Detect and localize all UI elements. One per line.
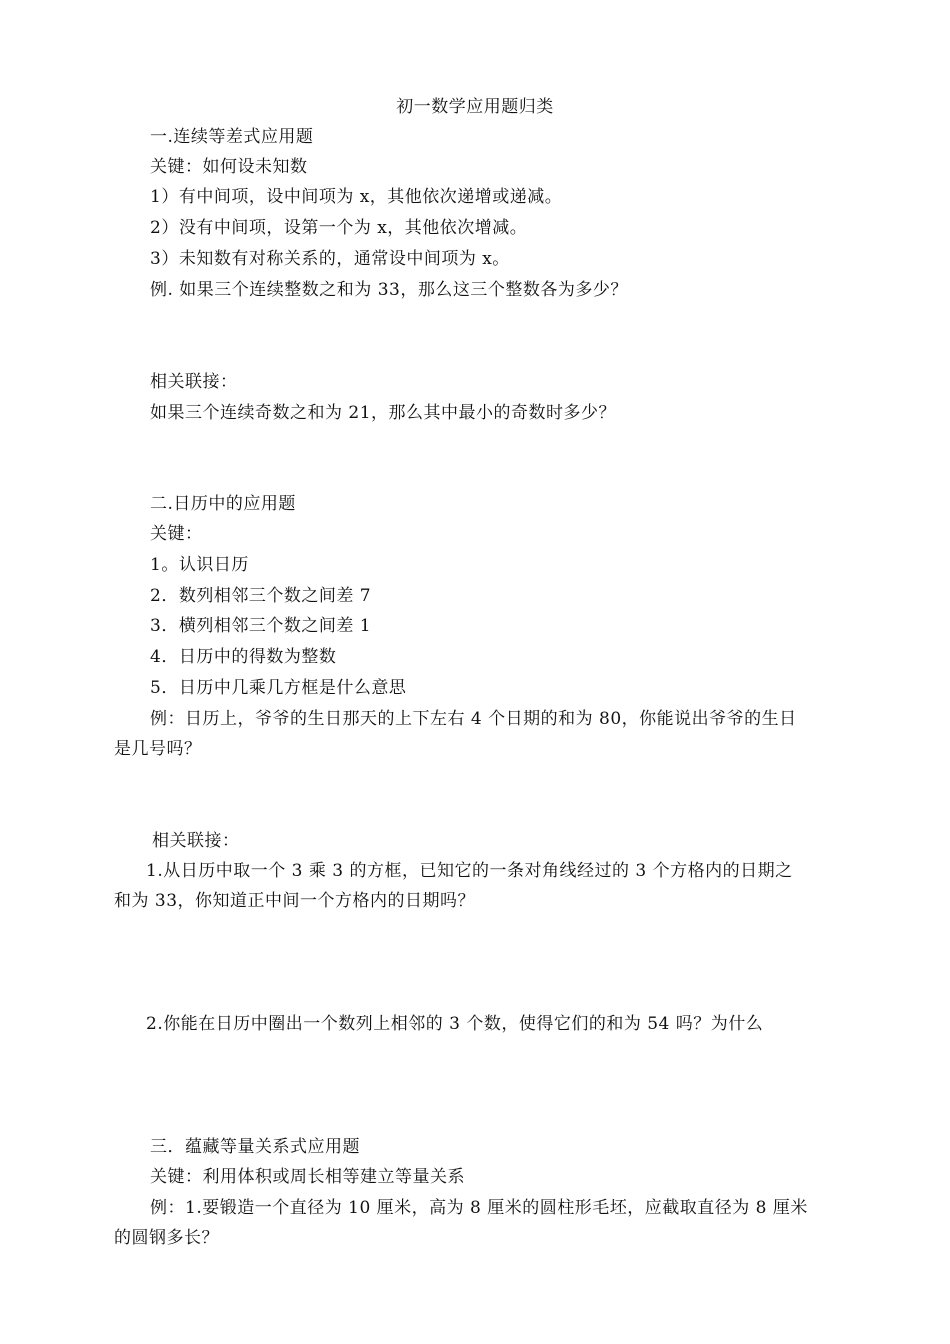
document-title: 初一数学应用题归类	[396, 97, 554, 117]
section-2-heading: 二.日历中的应用题	[150, 494, 296, 514]
section-2-point-5: 5．日历中几乘几方框是什么意思	[150, 678, 407, 698]
section-1-point-2: 2）没有中间项，设第一个为 x，其他依次增减。	[150, 218, 528, 238]
section-1-example: 例. 如果三个连续整数之和为 33，那么这三个整数各为多少？	[150, 280, 628, 300]
section-3-heading: 三．蕴藏等量关系式应用题	[150, 1137, 360, 1157]
section-1-point-3: 3）未知数有对称关系的，通常设中间项为 x。	[150, 249, 510, 269]
section-2-point-4: 4．日历中的得数为整数	[150, 647, 337, 667]
section-2-question-1-line-2: 和为 33，你知道正中间一个方格内的日期吗？	[114, 891, 476, 911]
section-1-related-label: 相关联接：	[150, 372, 238, 392]
section-2-example-line-1: 例：日历上，爷爷的生日那天的上下左右 4 个日期的和为 80，你能说出爷爷的生日	[150, 709, 797, 729]
section-1-related-question: 如果三个连续奇数之和为 21，那么其中最小的奇数时多少？	[150, 403, 617, 423]
section-2-point-2: 2．数列相邻三个数之间差 7	[150, 586, 372, 606]
section-2-point-1: 1。认识日历	[150, 555, 249, 575]
section-2-question-2: 2.你能在日历中圈出一个数列上相邻的 3 个数，使得它们的和为 54 吗？为什么	[146, 1014, 764, 1034]
section-2-point-3: 3．横列相邻三个数之间差 1	[150, 616, 372, 636]
section-3-key: 关键：利用体积或周长相等建立等量关系	[150, 1167, 465, 1187]
section-2-example-line-2: 是几号吗？	[114, 739, 202, 759]
section-3-example-line-1: 例：1.要锻造一个直径为 10 厘米，高为 8 厘米的圆柱形毛坯，应截取直径为 8 厘米	[150, 1198, 808, 1218]
section-1-heading: 一.连续等差式应用题	[150, 127, 314, 147]
section-3-example-line-2: 的圆钢多长？	[114, 1228, 219, 1248]
section-2-key: 关键：	[150, 524, 203, 544]
section-2-question-1-line-1: 1.从日历中取一个 3 乘 3 的方框，已知它的一条对角线经过的 3 个方格内的日期之	[146, 861, 793, 881]
section-2-related-label: 相关联接：	[152, 831, 240, 851]
section-1-point-1: 1）有中间项，设中间项为 x，其他依次递增或递减。	[150, 187, 563, 207]
section-1-key: 关键：如何设未知数	[150, 157, 308, 177]
